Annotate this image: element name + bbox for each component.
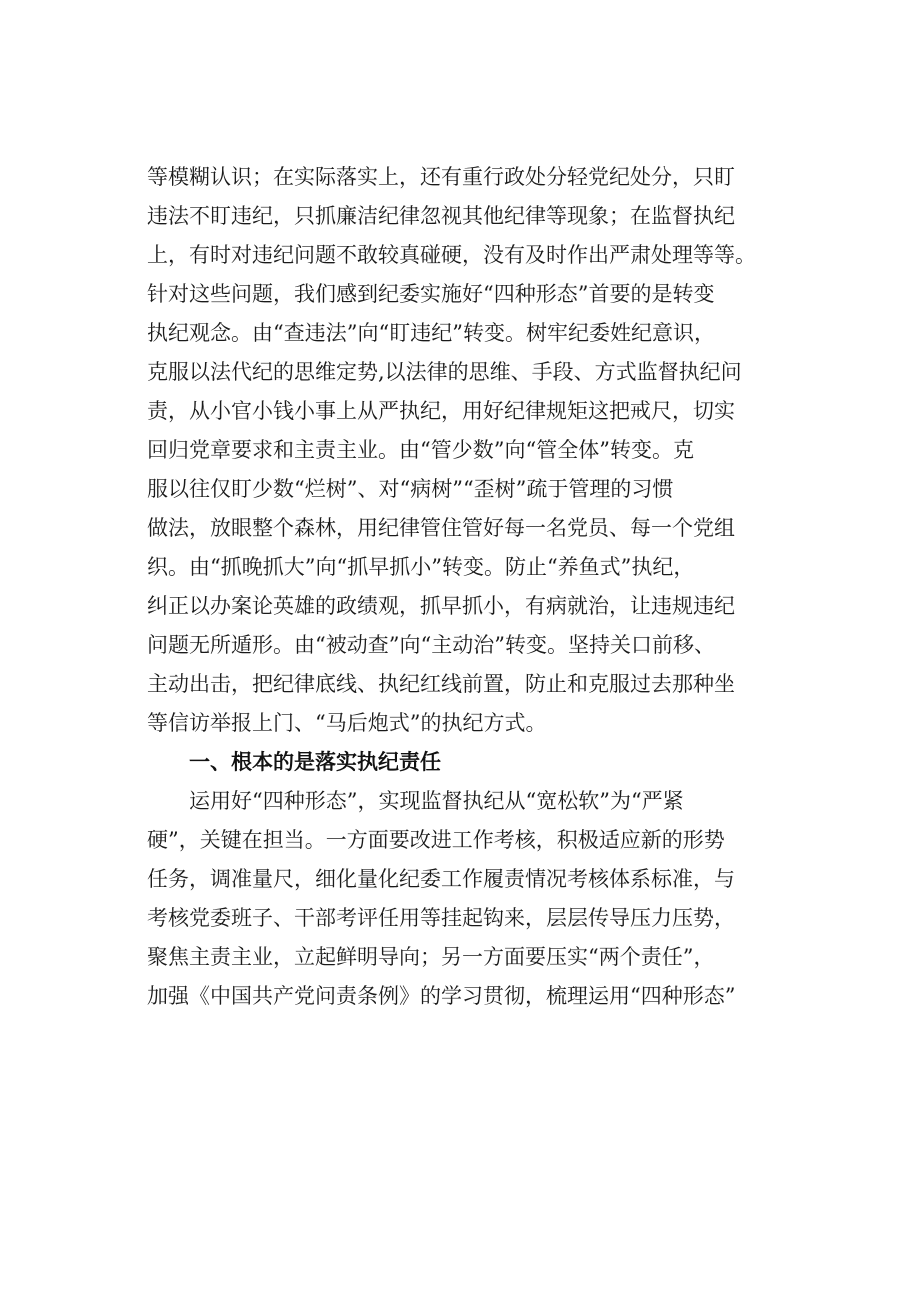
section-heading: 一、根本的是落实执纪责任 <box>189 750 441 774</box>
text-line: 上，有时对违纪问题不敢较真碰硬，没有及时作出严肃处理等等。 <box>147 243 756 267</box>
paragraph-2 <box>147 782 827 1016</box>
text-line: 做法，放眼整个森林，用纪律管住管好每一名党员、每一个党组 <box>147 516 735 540</box>
text-line: 服以往仅盯少数“烂树”、对“病树”“歪树”疏于管理的习惯 <box>147 477 674 501</box>
text-line: 纠正以办案论英雄的政绩观，抓早抓小，有病就治，让违规违纪 <box>147 594 735 618</box>
paragraph-1 <box>147 158 827 743</box>
text-line: 责，从小官小钱小事上从严执纪，用好纪律规矩这把戒尺，切实 <box>147 399 735 423</box>
text-line: 考核党委班子、干部考评任用等挂起钩来，层层传导压力压势， <box>147 906 735 930</box>
text-line: 加强《中国共产党问责条例》的学习贯彻，梳理运用“四种形态” <box>147 984 736 1008</box>
text-line: 任务，调准量尺，细化量化纪委工作履责情况考核体系标准，与 <box>147 867 735 891</box>
text-line: 硬”，关键在担当。一方面要改进工作考核，积极适应新的形势 <box>147 828 725 852</box>
text-line: 克服以法代纪的思维定势,以法律的思维、手段、方式监督执纪问 <box>147 360 742 384</box>
text-line: 运用好“四种形态”，实现监督执纪从“宽松软”为“严紧 <box>189 789 684 813</box>
text-line: 针对这些问题，我们感到纪委实施好“四种形态”首要的是转变 <box>147 282 715 306</box>
text-line: 主动出击，把纪律底线、执纪红线前置，防止和克服过去那种坐 <box>147 672 735 696</box>
text-line: 聚焦主责主业，立起鲜明导向；另一方面要压实“两个责任”， <box>147 945 715 969</box>
text-line: 等信访举报上门、“马后炮式”的执纪方式。 <box>147 711 547 735</box>
text-line: 问题无所遁形。由“被动查”向“主动治”转变。坚持关口前移、 <box>147 633 715 657</box>
text-line: 织。由“抓晚抓大”向“抓早抓小”转变。防止“养鱼式”执纪， <box>147 555 695 579</box>
text-line: 回归党章要求和主责主业。由“管少数”向“管全体”转变。克 <box>147 438 694 462</box>
text-line: 等模糊认识；在实际落实上，还有重行政处分轻党纪处分，只盯 <box>147 165 735 189</box>
text-line: 违法不盯违纪，只抓廉洁纪律忽视其他纪律等现象；在监督执纪 <box>147 204 735 228</box>
document-body <box>147 158 827 1016</box>
text-line: 执纪观念。由“查违法”向“盯违纪”转变。树牢纪委姓纪意识， <box>147 321 715 345</box>
